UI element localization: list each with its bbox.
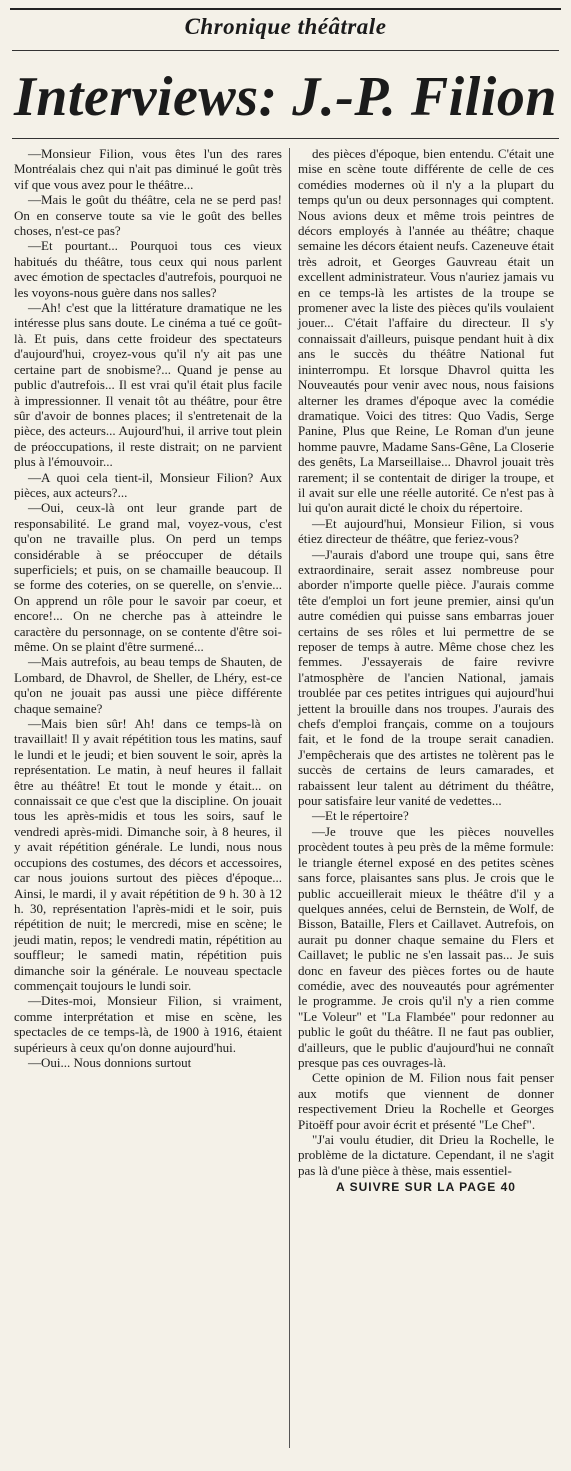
paragraph: —Mais bien sûr! Ah! dans ce temps-là on travaillait! Il y avait répétition tous les matins, sauf le lundi et le jeudi; et bien souvent le soir, après la représentation. Le matin, à neuf heures il fallait être au théâtre! Et tout le monde y était... on connaissait ce que c'est que la discipline. On jouait tous les après-midis et tous les soirs, sauf le vendredi après-midi. Dimanche soir, à 8 heures, il y avait répétition générale. Le lundi, nous nous occupions des costumes, des décors et accessoires, car nous jouions surtout des pièces d'époque... Ainsi, le mardi, il y avait répétition de 9 h. 30 à 12 h. 30, représentation l'après-midi et le soir, puis répétition de nuit; le mercredi, mise en scène; le jeudi matin, repos; le vendredi matin, répétition au souffleur; le samedi matin, répétition puis dimanche soir la générale. Le nouveau spectacle commençait toujours le lundi soir.: [14, 716, 282, 993]
column-divider: [289, 148, 290, 1448]
section-divider: [12, 50, 559, 51]
paragraph: —Dites-moi, Monsieur Filion, si vraiment, comme interprétation et mise en scène, les spectacles de ce temps-là, de 1900 à 1916, étaient supérieurs à ceux qu'on donne aujourd'hui.: [14, 993, 282, 1055]
paragraph: —Mais le goût du théâtre, cela ne se perd pas! On en conserve toute sa vie le goût des belles choses, n'est-ce pas?: [14, 192, 282, 239]
top-rule: [10, 0, 561, 10]
paragraph: —A quoi cela tient-il, Monsieur Filion? Aux pièces, aux acteurs?...: [14, 469, 282, 500]
paragraph: —Et aujourd'hui, Monsieur Filion, si vous étiez directeur de théâtre, que feriez-vous?: [298, 515, 554, 547]
paragraph: —Je trouve que les pièces nouvelles procèdent toutes à peu près de la même formule: le triangle éternel exposé en des petites scènes sans force, plaisantes sans plus. Je crois que le public accueillerait mieux le théâtre d'il y a quelques années, celui de Bernstein, de Wolf, de Bisson, Bataille, Flers et Caillavet. Autrefois, on aurait pu donner chaque semaine du Flers et Caillavet; le public ne s'en lassait pas... Je suis donc en faveur des pièces fortes ou de haute comédie, avec des nouveautés pour agrémenter le programme. Je crois qu'il n'y a rien comme "Le Voleur" et "La Flambée" pour redonner au public le goût du théâtre. Il ne faut pas oublier, d'ailleurs, que le public d'aujourd'hui ne connaît presque pas ces ouvrages-là.: [298, 823, 554, 1070]
right-column: [298, 146, 554, 1196]
paragraph: —Et le répertoire?: [312, 808, 409, 824]
paragraph: Cette opinion de M. Filion nous fait penser aux motifs que viennent de donner respectivement Drieu la Rochelle et Georges Pitoëff pour avoir écrit et présenté "Le Chef".: [298, 1070, 554, 1132]
left-column: [14, 146, 282, 1070]
paragraph: —Mais autrefois, au beau temps de Shauten, de Lombard, de Dhavrol, de Sheller, de Lhéry, est-ce qu'on ne jouait pas aussi une pièce différente chaque semaine?: [14, 654, 282, 716]
paragraph: "J'ai voulu étudier, dit Drieu la Rochelle, le problème de la dictature. Cependant, il ne s'agit pas là d'une pièce à thèse, mais essentiel-: [298, 1132, 554, 1178]
paragraph: —J'aurais d'abord une troupe qui, sans être extraordinaire, serait assez nombreuse pour aborder n'importe quelle pièce. J'aurais comme tête d'emploi un fort jeune premier, ainsi qu'un autre comédien qui puisse sans embarras jouer certains de ses rôles et lui permettre de se reposer de temps à autre. Même chose chez les femmes. J'essayerais de faire revivre l'atmosphère de l'ancien National, jamais troublée par ces petites intrigues qui aujourd'hui jettent la brouille dans nos troupes. J'aurais des chefs d'emploi français, comme on a toujours fait, et le fond de la troupe serait canadien. J'empêcherais que des artistes ne tolèrent pas le succès de certains de leurs camarades, et rabaissent leur talent au détriment du théâtre, pour satisfaire leur vanité de vedettes...: [298, 546, 554, 809]
paragraph: —Monsieur Filion, vous êtes l'un des rares Montréalais chez qui n'ait pas diminué le goût très vif que vous avez pour le théâtre...: [14, 146, 282, 192]
paragraph: —Oui, ceux-là ont leur grande part de responsabilité. Le grand mal, voyez-vous, c'est qu'on ne travaille plus. On perd un temps considérable à se préoccuper de détails superficiels; et puis, on se chamaille beaucoup. Il se forme des coteries, on se querelle, on s'envie... On apprend un rôle pour le savoir par coeur, et encore!... On ne cherche pas à atteindre le caractère du personnage, on se contente d'être soi-même. On se plaint d'être surmené...: [14, 500, 282, 654]
headline: Interviews: J.-P. Filion: [13, 66, 557, 128]
paragraph: —Et pourtant... Pourquoi tous ces vieux habitués du théâtre, tous ceux qui nous parlent avec émotion de spectacles d'autrefois, pourquoi ne les voyons-nous guère dans nos salles?: [14, 238, 282, 300]
headline-divider: [12, 138, 559, 139]
paragraph: —Ah! c'est que la littérature dramatique ne les intéresse plus sans doute. Le cinéma a tué ce goût-là. Et puis, dans cette froideur des spectateurs d'aujourd'hui, croyez-vous qu'il n'y ait pas une certaine part de snobisme?... Quand je pense au public d'autrefois... Il est vrai qu'il était plus facile à impressionner. Il venait tôt au théâtre, pour être sûr d'avoir de bonnes places; il s'entretenait de la pièce, des acteurs... Aujourd'hui, il arrive tout plein de préoccupations, il reste distrait; on ne parvient plus à l'émouvoir...: [14, 300, 282, 470]
paragraph: des pièces d'époque, bien entendu. C'était une mise en scène toute différente de celle de ces comédies modernes où il n'y a la plupart du temps qu'un ou deux personnages qui comptent. Nous avions deux et même trois peintres de décors employés à l'année au théâtre; chaque semaine les décors étaient neufs. Cazeneuve était très adroit, et Georges Gauvreau était un excellent administrateur. Vous n'auriez jamais vu en ce temps-là les artistes de la troupe se promener avec la liste des pièces qu'ils voulaient jouer... C'était l'affaire du directeur. Il s'y connaissait d'ailleurs, puisque pendant huit à dix ans le succès du théâtre National fut ininterrompu. Et lorsque Dhavrol quitta les Nouveautés pour venir avec nous, nous faisions alterner les drames d'époque avec la comédie dramatique. Voici des titres: Quo Vadis, Serge Panine, Plus que Reine, Le Roman d'un jeune homme pauvre, Madame Sans-Gêne, La Closerie des genêts, La Marseillaise... Dhavrol jouait très rarement; il se contentait de diriger la troupe, et il avait sur elle une réelle autorité. Ce n'est pas à lui qu'on aurait dicté le choix du répertoire.: [298, 146, 554, 516]
section-title: Chronique théâtrale: [184, 14, 387, 39]
paragraph: —Oui... Nous donnions surtout: [28, 1054, 192, 1070]
continuation-notice: A SUIVRE SUR LA PAGE 40: [336, 1180, 516, 1195]
